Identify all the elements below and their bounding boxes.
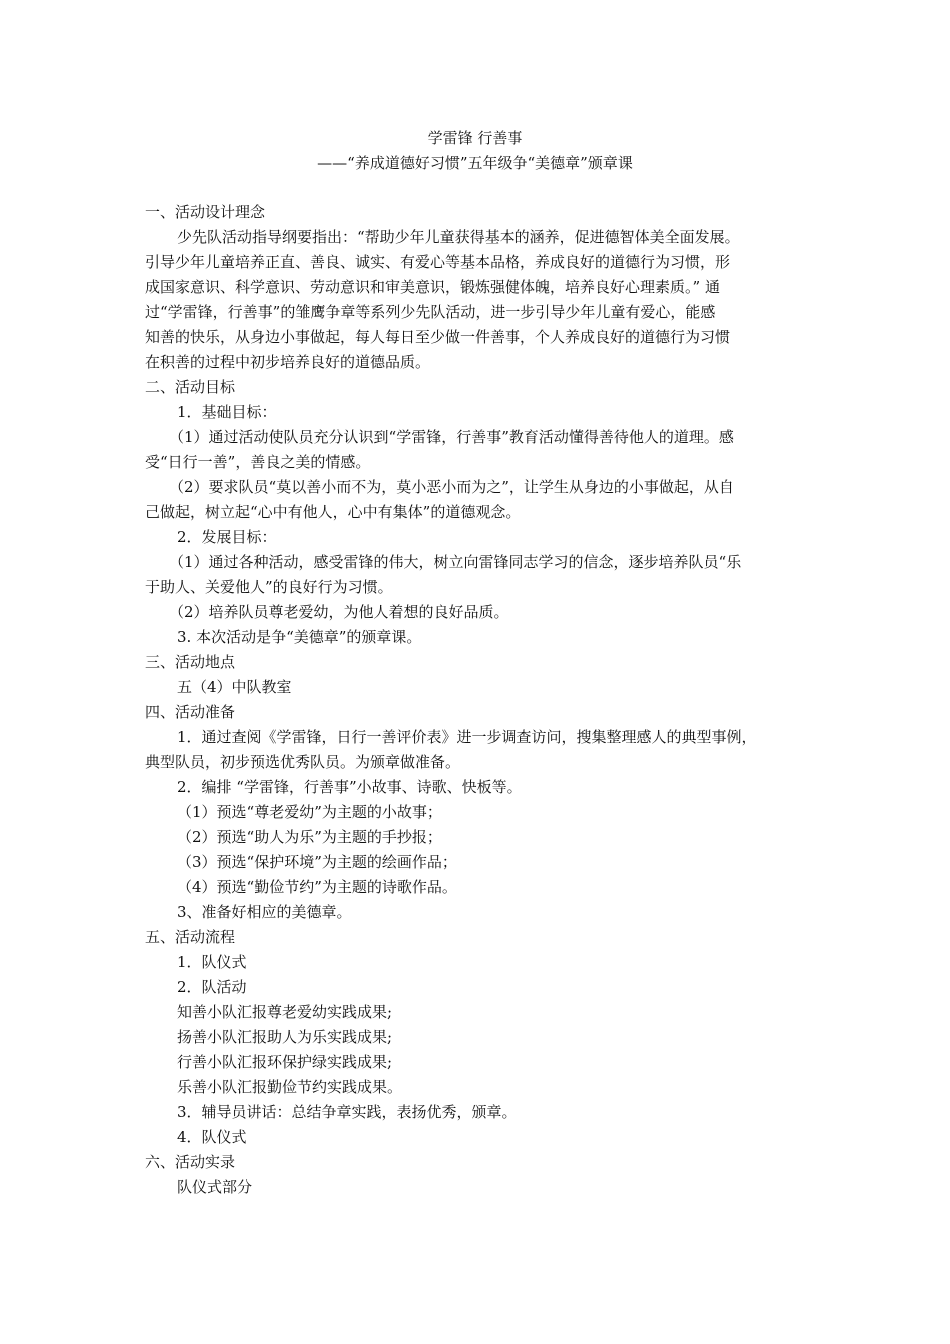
list-item: 乐善小队汇报勤俭节约实践成果。 <box>177 1078 403 1096</box>
paragraph-line: 少先队活动指导纲要指出：“帮助少年儿童获得基本的涵养，促进德智体美全面发展。 <box>177 228 740 246</box>
activity-location: 五（4）中队教室 <box>177 678 292 696</box>
paragraph-line: （1）通过各种活动，感受雷锋的伟大，树立向雷锋同志学习的信念，逐步培养队员“乐 <box>169 553 742 571</box>
section-heading-2: 二、活动目标 <box>145 378 236 396</box>
subheading-basic-goals: 1．基础目标： <box>177 403 277 421</box>
paragraph-line: 在积善的过程中初步培养良好的道德品质。 <box>145 353 431 371</box>
paragraph-line: 典型队员，初步预选优秀队员。为颁章做准备。 <box>145 753 461 771</box>
paragraph-line: 知善的快乐，从身边小事做起，每人每日至少做一件善事，个人养成良好的道德行为习惯 <box>145 328 731 346</box>
paragraph-line: 3、准备好相应的美德章。 <box>177 903 352 921</box>
section-heading-5: 五、活动流程 <box>145 928 236 946</box>
list-item: 3．辅导员讲话：总结争章实践，表扬优秀，颁章。 <box>177 1103 517 1121</box>
paragraph-line: 引导少年儿童培养正直、善良、诚实、有爱心等基本品格，养成良好的道德行为习惯，形 <box>145 253 731 271</box>
section-heading-3: 三、活动地点 <box>145 653 236 671</box>
list-item: （2）预选“助人为乐”为主题的手抄报； <box>177 828 442 846</box>
list-item: （4）预选“勤俭节约”为主题的诗歌作品。 <box>177 878 457 896</box>
document-body <box>145 200 810 1200</box>
list-item: 知善小队汇报尊老爱幼实践成果; <box>177 1003 393 1021</box>
list-item: 2．队活动 <box>177 978 247 996</box>
paragraph-line: 受“日行一善”，善良之美的情感。 <box>145 453 371 471</box>
section-heading-1: 一、活动设计理念 <box>145 203 266 221</box>
document-subtitle: ——“养成道德好习惯”五年级争“美德章”颁章课 <box>317 154 633 172</box>
list-item: 行善小队汇报环保护绿实践成果; <box>177 1053 393 1071</box>
document-title: 学雷锋 行善事 <box>427 129 523 147</box>
paragraph-line: 3. 本次活动是争“美德章”的颁章课。 <box>177 628 422 646</box>
paragraph-line: 于助人、关爱他人”的良好行为习惯。 <box>145 578 393 596</box>
paragraph-line: 队仪式部分 <box>177 1178 253 1196</box>
list-item: 1．队仪式 <box>177 953 247 971</box>
list-item: （1）预选“尊老爱幼”为主题的小故事； <box>177 803 442 821</box>
subheading-development-goals: 2．发展目标： <box>177 528 277 546</box>
paragraph-line: 过“学雷锋，行善事”的雏鹰争章等系列少先队活动，进一步引导少年儿童有爱心，能感 <box>145 303 716 321</box>
paragraph-line: 2．编排 “学雷锋，行善事”小故事、诗歌、快板等。 <box>177 778 522 796</box>
section-heading-6: 六、活动实录 <box>145 1153 236 1171</box>
paragraph-line: 成国家意识、科学意识、劳动意识和审美意识，锻炼强健体魄，培养良好心理素质。” 通 <box>145 278 720 296</box>
paragraph-line: （1）通过活动使队员充分认识到“学雷锋，行善事”教育活动懂得善待他人的道理。感 <box>169 428 734 446</box>
paragraph-line: 1．通过查阅《学雷锋，日行一善评价表》进一步调查访问，搜集整理感人的典型事例， <box>177 728 757 746</box>
paragraph-line: 己做起，树立起“心中有他人，心中有集体”的道德观念。 <box>145 503 521 521</box>
paragraph-line: （2）培养队员尊老爱幼，为他人着想的良好品质。 <box>169 603 509 621</box>
list-item: 扬善小队汇报助人为乐实践成果; <box>177 1028 393 1046</box>
list-item: 4．队仪式 <box>177 1128 247 1146</box>
section-heading-4: 四、活动准备 <box>145 703 236 721</box>
list-item: （3）预选“保护环境”为主题的绘画作品； <box>177 853 457 871</box>
paragraph-line: （2）要求队员“莫以善小而不为，莫小恶小而为之”，让学生从身边的小事做起，从自 <box>169 478 734 496</box>
